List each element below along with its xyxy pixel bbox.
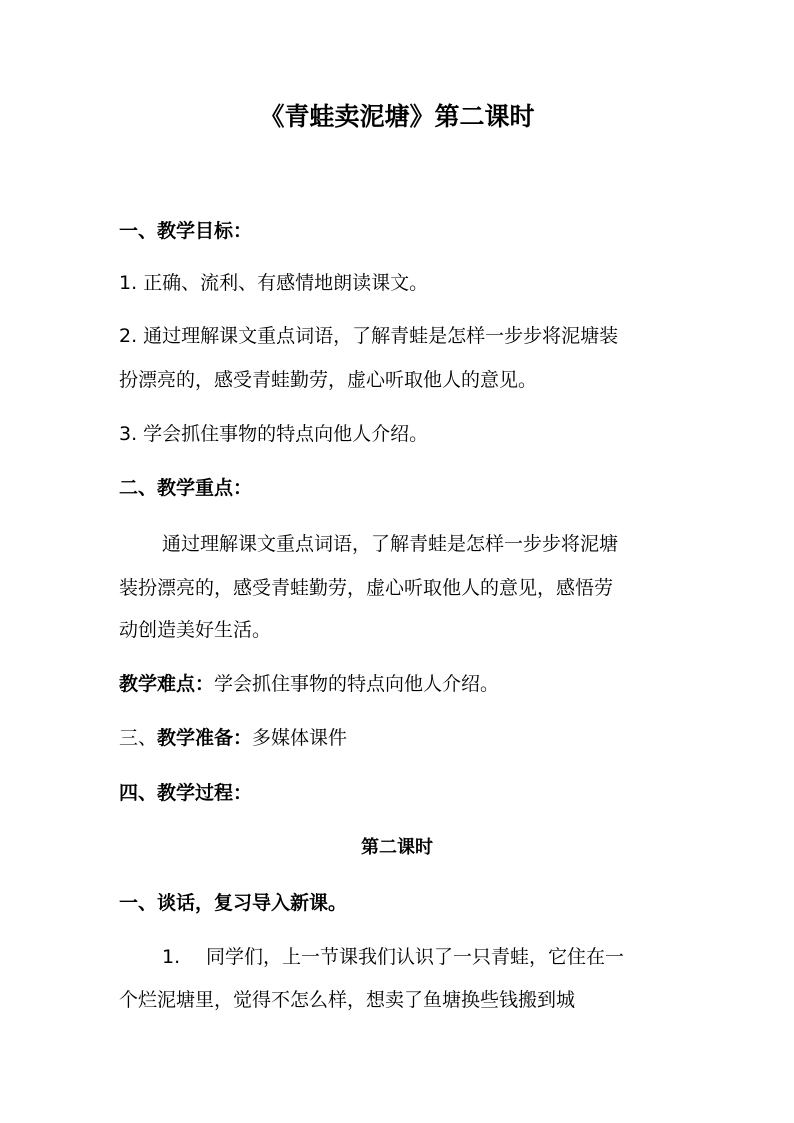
part1-line-2: 个烂泥塘里，觉得不怎么样，想卖了鱼塘换些钱搬到城 [119, 989, 576, 1011]
objective-item-3: 3. 学会抓住事物的特点向他人介绍。 [119, 423, 429, 445]
preparation-line [119, 725, 679, 751]
preparation-label-prefix: 三、 [119, 727, 158, 749]
lesson-title: 第二课时 [361, 837, 433, 858]
part1-heading: 一、谈话，复习导入新课。 [119, 892, 348, 914]
preparation-text: 多媒体课件 [252, 727, 348, 749]
preparation-label: 教学准备： [157, 727, 253, 749]
document-title: 《青蛙卖泥塘》第二课时 [259, 102, 535, 131]
key-points-line-3: 动创造美好生活。 [119, 619, 272, 641]
part1-line-1-text: 同学们，上一节课我们认识了一只青蛙，它住在一 [206, 946, 625, 968]
objective-item-1: 1. 正确、流利、有感情地朗读课文。 [119, 272, 429, 294]
process-heading: 四、教学过程： [119, 782, 253, 804]
objective-item-2-line-2: 扮漂亮的，感受青蛙勤劳，虚心听取他人的意见。 [119, 369, 538, 391]
difficulty-label: 教学难点： [119, 673, 215, 695]
key-points-heading: 二、教学重点： [119, 477, 253, 499]
objective-item-2-line-1: 2. 通过理解课文重点词语，了解青蛙是怎样一步步将泥塘装 [119, 325, 619, 347]
key-points-line-1: 通过理解课文重点词语，了解青蛙是怎样一步步将泥塘 [162, 533, 619, 555]
difficulty-text: 学会抓住事物的特点向他人介绍。 [214, 673, 500, 695]
difficulty-line [119, 671, 679, 697]
objectives-heading: 一、教学目标： [119, 220, 253, 242]
part1-item-number: 1. [162, 946, 181, 968]
key-points-line-2: 装扮漂亮的，感受青蛙勤劳，虚心听取他人的意见，感悟劳 [119, 577, 614, 599]
part1-line-1 [162, 944, 722, 970]
